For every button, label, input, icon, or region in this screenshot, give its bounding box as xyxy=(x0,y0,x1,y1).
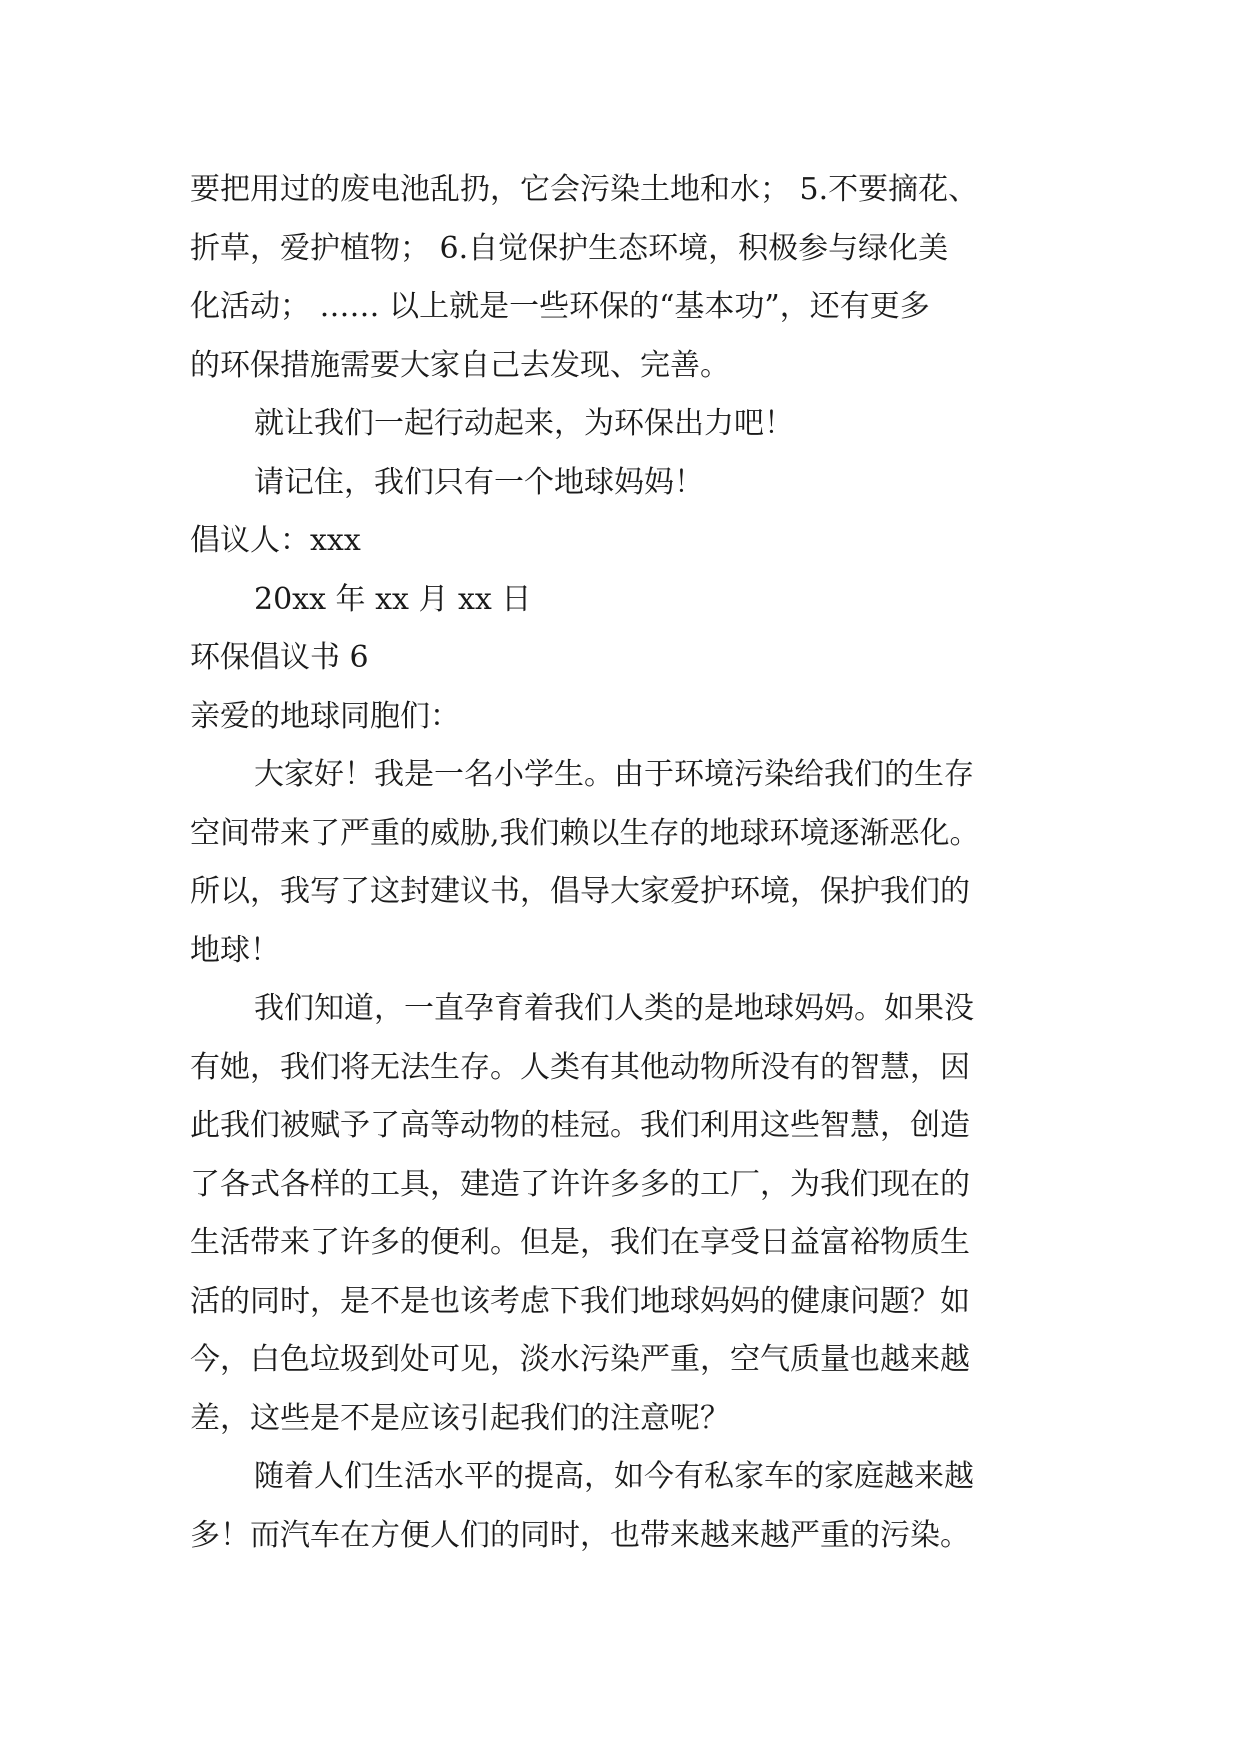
text-line: 地球！ xyxy=(190,932,280,968)
salutation: 亲爱的地球同胞们： xyxy=(190,698,460,734)
text-line: 差，这些是不是应该引起我们的注意呢？ xyxy=(190,1400,730,1436)
text-line: 有她，我们将无法生存。人类有其他动物所没有的智慧，因 xyxy=(190,1049,970,1085)
text-line: 随着人们生活水平的提高，如今有私家车的家庭越来越 xyxy=(254,1459,974,1494)
text-line: 就让我们一起行动起来，为环保出力吧！ xyxy=(254,406,794,441)
text-line: 此我们被赋予了高等动物的桂冠。我们利用这些智慧，创造 xyxy=(190,1108,970,1143)
date-line: 20xx 年 xx 月 xx 日 xyxy=(254,581,532,617)
text-line: 要把用过的废电池乱扔，它会污染土地和水； 5.不要摘花、 xyxy=(190,172,979,207)
document-body xyxy=(190,161,1070,1565)
section-title: 环保倡议书 6 xyxy=(190,640,369,675)
text-line: 所以，我写了这封建议书，倡导大家爱护环境，保护我们的 xyxy=(190,874,970,909)
text-line: 活的同时，是不是也该考虑下我们地球妈妈的健康问题？如 xyxy=(190,1283,970,1319)
text-line: 空间带来了严重的威胁,我们赖以生存的地球环境逐渐恶化。 xyxy=(190,815,980,851)
text-line: 请记住，我们只有一个地球妈妈！ xyxy=(254,464,704,500)
text-line: 了各式各样的工具，建造了许许多多的工厂，为我们现在的 xyxy=(190,1166,970,1202)
text-line: 生活带来了许多的便利。但是，我们在享受日益富裕物质生 xyxy=(190,1225,970,1260)
text-line: 我们知道，一直孕育着我们人类的是地球妈妈。如果没 xyxy=(254,991,974,1026)
text-line: 化活动； …… 以上就是一些环保的“基本功”，还有更多 xyxy=(190,289,930,324)
text-line: 的环保措施需要大家自己去发现、完善。 xyxy=(190,347,730,383)
text-line: 多！而汽车在方便人们的同时，也带来越来越严重的污染。 xyxy=(190,1517,970,1553)
signature-line: 倡议人：xxx xyxy=(190,523,361,558)
text-line: 今，白色垃圾到处可见，淡水污染严重，空气质量也越来越 xyxy=(190,1342,970,1377)
text-line: 大家好！我是一名小学生。由于环境污染给我们的生存 xyxy=(254,757,974,792)
text-line: 折草，爱护植物； 6.自觉保护生态环境，积极参与绿化美 xyxy=(190,230,949,266)
